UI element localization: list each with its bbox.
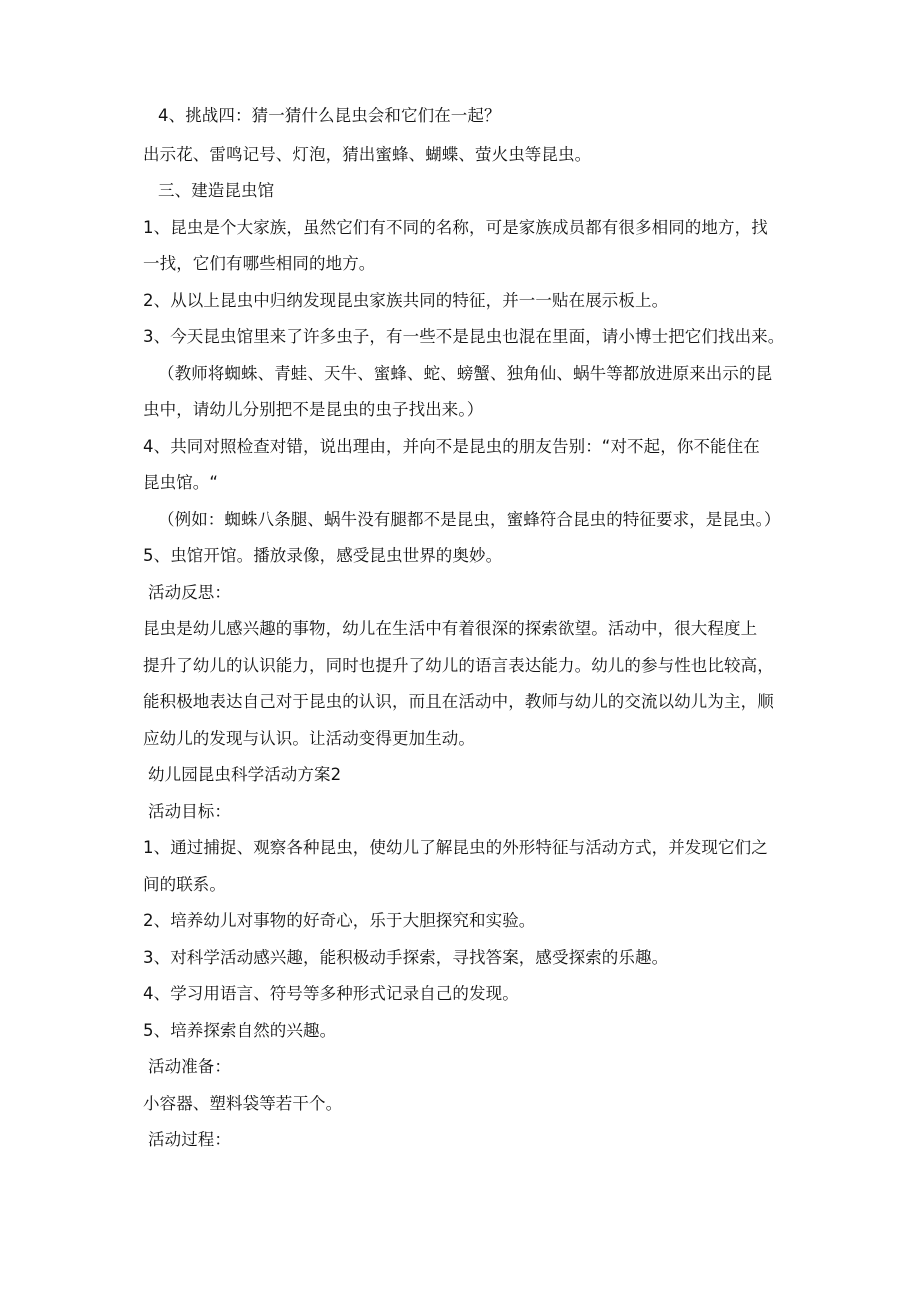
goal-2: 2、培养幼儿对事物的好奇心，乐于大胆探究和实验。: [143, 911, 536, 930]
goal-3: 3、对科学活动感兴趣，能积极动手探索，寻找答案，感受探索的乐趣。: [143, 948, 669, 967]
activity-goals-heading: 活动目标：: [148, 802, 231, 821]
activity-preparation-heading: 活动准备：: [148, 1057, 231, 1076]
reflection-line-2: 提升了幼儿的认识能力，同时也提升了幼儿的语言表达能力。幼儿的参与性也比较高，: [143, 656, 774, 675]
build-step-3-note-line-1: （教师将蜘蛛、青蛙、天牛、蜜蜂、蛇、螃蟹、独角仙、蜗牛等都放进原来出示的昆: [158, 364, 773, 383]
reflection-heading: 活动反思：: [148, 583, 231, 602]
build-step-3-note-line-2: 虫中，请幼儿分别把不是昆虫的虫子找出来。）: [143, 400, 484, 419]
build-step-3: 3、今天昆虫馆里来了许多虫子，有一些不是昆虫也混在里面，请小博士把它们找出来。: [143, 327, 785, 346]
goal-4: 4、学习用语言、符号等多种形式记录自己的发现。: [143, 984, 519, 1003]
build-step-1-line-2: 一找，它们有哪些相同的地方。: [143, 254, 376, 273]
plan-2-title: 幼儿园昆虫科学活动方案2: [148, 765, 342, 784]
activity-preparation-detail: 小容器、塑料袋等若干个。: [143, 1094, 343, 1113]
build-step-2: 2、从以上昆虫中归纳发现昆虫家族共同的特征，并一一贴在展示板上。: [143, 291, 669, 310]
build-step-4-line-1: 4、共同对照检查对错，说出理由，并向不是昆虫的朋友告别：“对不起，你不能住在: [143, 437, 760, 456]
reflection-line-3: 能积极地表达自己对于昆虫的认识，而且在活动中，教师与幼儿的交流以幼儿为主，顺: [143, 692, 774, 711]
reflection-line-4: 应幼儿的发现与认识。让活动变得更加生动。: [143, 729, 475, 748]
goal-1-line-1: 1、通过捕捉、观察各种昆虫，使幼儿了解昆虫的外形特征与活动方式，并发现它们之: [143, 838, 768, 857]
challenge-four-line: 4、挑战四：猜一猜什么昆虫会和它们在一起？: [158, 106, 501, 125]
build-step-1-line-1: 1、昆虫是个大家族，虽然它们有不同的名称，可是家族成员都有很多相同的地方，找: [143, 218, 768, 237]
build-step-5: 5、虫馆开馆。播放录像，感受昆虫世界的奥妙。: [143, 546, 503, 565]
goal-1-line-2: 间的联系。: [143, 875, 226, 894]
activity-process-heading: 活动过程：: [148, 1130, 231, 1149]
goal-5: 5、培养探索自然的兴趣。: [143, 1021, 337, 1040]
reflection-line-1: 昆虫是幼儿感兴趣的事物，幼儿在生活中有着很深的探索欲望。活动中，很大程度上: [143, 619, 758, 638]
section-heading-build-insect-hall: 三、建造昆虫馆: [158, 181, 275, 200]
build-step-4-line-2: 昆虫馆。“: [143, 473, 219, 492]
challenge-four-detail: 出示花、雷鸣记号、灯泡，猜出蜜蜂、蝴蝶、萤火虫等昆虫。: [143, 145, 592, 164]
build-step-4-example: （例如：蜘蛛八条腿、蜗牛没有腿都不是昆虫，蜜蜂符合昆虫的特征要求，是昆虫。）: [158, 510, 781, 529]
